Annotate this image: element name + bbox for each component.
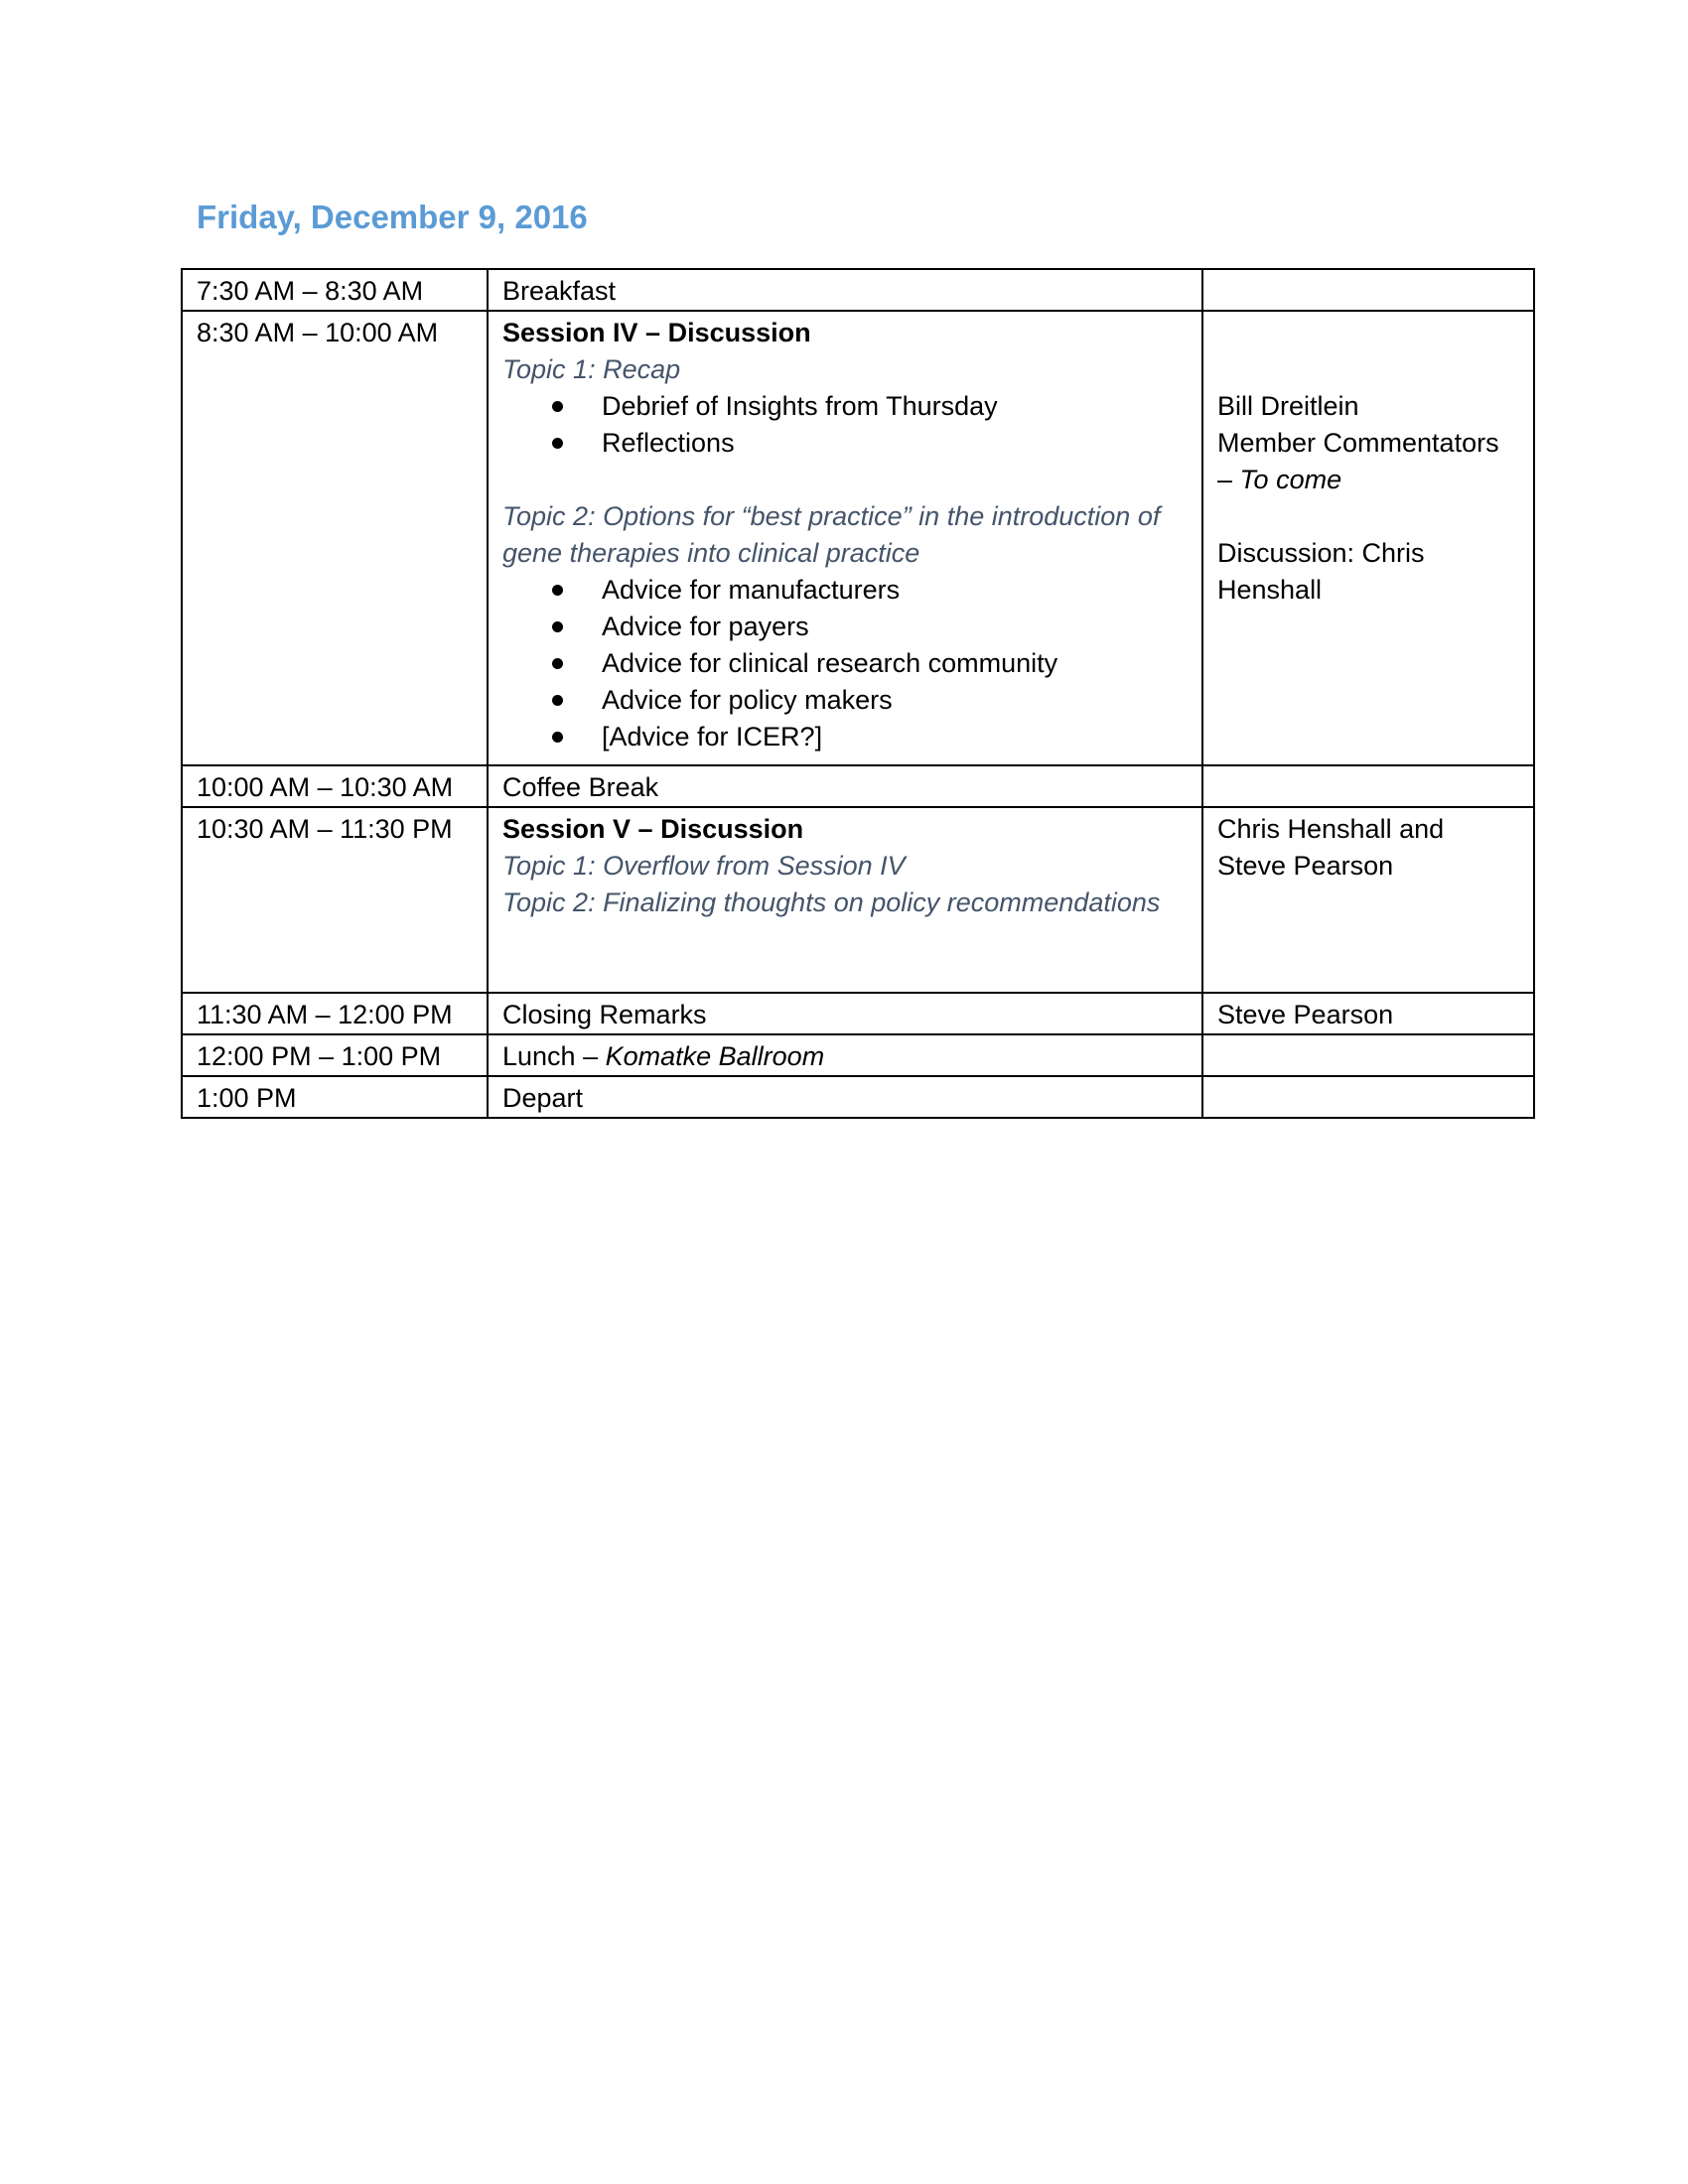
bullet-icon <box>552 732 563 743</box>
table-row <box>182 807 1534 993</box>
topic-heading: Topic 1: Overflow from Session IV <box>502 851 906 881</box>
list-item <box>552 682 1188 719</box>
activity-cell: Depart <box>488 1076 1202 1118</box>
activity-cell <box>488 807 1202 993</box>
presenter-cell: Chris Henshall and Steve Pearson <box>1202 807 1534 993</box>
list-item-label: Reflections <box>602 428 735 458</box>
bullet-icon <box>552 585 563 596</box>
presenter-name: Member Commentators <box>1217 428 1499 458</box>
lunch-label: Lunch – <box>502 1041 606 1071</box>
bullet-icon <box>552 438 563 449</box>
bullet-icon <box>552 621 563 632</box>
presenter-cell: Steve Pearson <box>1202 993 1534 1034</box>
table-row <box>182 269 1534 311</box>
topic-heading: Topic 1: Recap <box>502 354 681 384</box>
spacer <box>1217 498 1519 535</box>
time-cell: 7:30 AM – 8:30 AM <box>182 269 488 311</box>
list-item-label: Advice for clinical research community <box>602 648 1058 678</box>
presenter-cell <box>1202 1076 1534 1118</box>
spacer <box>502 462 1188 498</box>
activity-cell <box>488 1034 1202 1076</box>
page-title: Friday, December 9, 2016 <box>197 199 588 235</box>
activity-cell <box>488 311 1202 765</box>
list-item-label: Advice for policy makers <box>602 685 893 715</box>
dash-text: – <box>1217 465 1240 494</box>
bullet-list <box>502 572 1188 755</box>
bullet-icon <box>552 401 563 412</box>
session-heading: Session V – Discussion <box>502 814 804 844</box>
time-cell: 1:00 PM <box>182 1076 488 1118</box>
presenter-note <box>1217 462 1519 498</box>
bullet-icon <box>552 658 563 669</box>
table-row <box>182 765 1534 807</box>
presenter-cell <box>1202 1034 1534 1076</box>
venue-name: Komatke Ballroom <box>605 1041 825 1071</box>
list-item-label: [Advice for ICER?] <box>602 722 823 751</box>
table-row <box>182 1076 1534 1118</box>
activity-cell: Breakfast <box>488 269 1202 311</box>
topic-heading: Topic 2: Finalizing thoughts on policy recommendations <box>502 887 1161 917</box>
time-cell: 8:30 AM – 10:00 AM <box>182 311 488 765</box>
activity-cell: Coffee Break <box>488 765 1202 807</box>
list-item-label: Debrief of Insights from Thursday <box>602 391 998 421</box>
list-item-label: Advice for manufacturers <box>602 575 901 605</box>
table-row <box>182 1034 1534 1076</box>
agenda-table <box>181 268 1535 1119</box>
list-item <box>552 572 1188 609</box>
activity-cell: Closing Remarks <box>488 993 1202 1034</box>
spacer <box>1217 315 1519 351</box>
session-heading: Session IV – Discussion <box>502 318 811 347</box>
table-row <box>182 311 1534 765</box>
topic-heading: Topic 2: Options for “best practice” in the introduction of gene therapies into clinical practice <box>502 501 1161 568</box>
presenter-cell <box>1202 765 1534 807</box>
bullet-icon <box>552 695 563 706</box>
presenter-cell <box>1202 269 1534 311</box>
presenter-name: Bill Dreitlein <box>1217 391 1359 421</box>
list-item-label: Advice for payers <box>602 612 809 641</box>
time-cell: 10:30 AM – 11:30 PM <box>182 807 488 993</box>
list-item <box>552 425 1188 462</box>
presenter-cell <box>1202 311 1534 765</box>
list-item <box>552 388 1188 425</box>
time-cell: 12:00 PM – 1:00 PM <box>182 1034 488 1076</box>
table-row <box>182 993 1534 1034</box>
time-cell: 11:30 AM – 12:00 PM <box>182 993 488 1034</box>
time-cell: 10:00 AM – 10:30 AM <box>182 765 488 807</box>
list-item <box>552 609 1188 645</box>
spacer <box>1217 351 1519 388</box>
bullet-list <box>502 388 1188 462</box>
discussion-lead: Discussion: Chris Henshall <box>1217 538 1425 605</box>
to-come-text: To come <box>1239 465 1342 494</box>
list-item <box>552 719 1188 755</box>
list-item <box>552 645 1188 682</box>
